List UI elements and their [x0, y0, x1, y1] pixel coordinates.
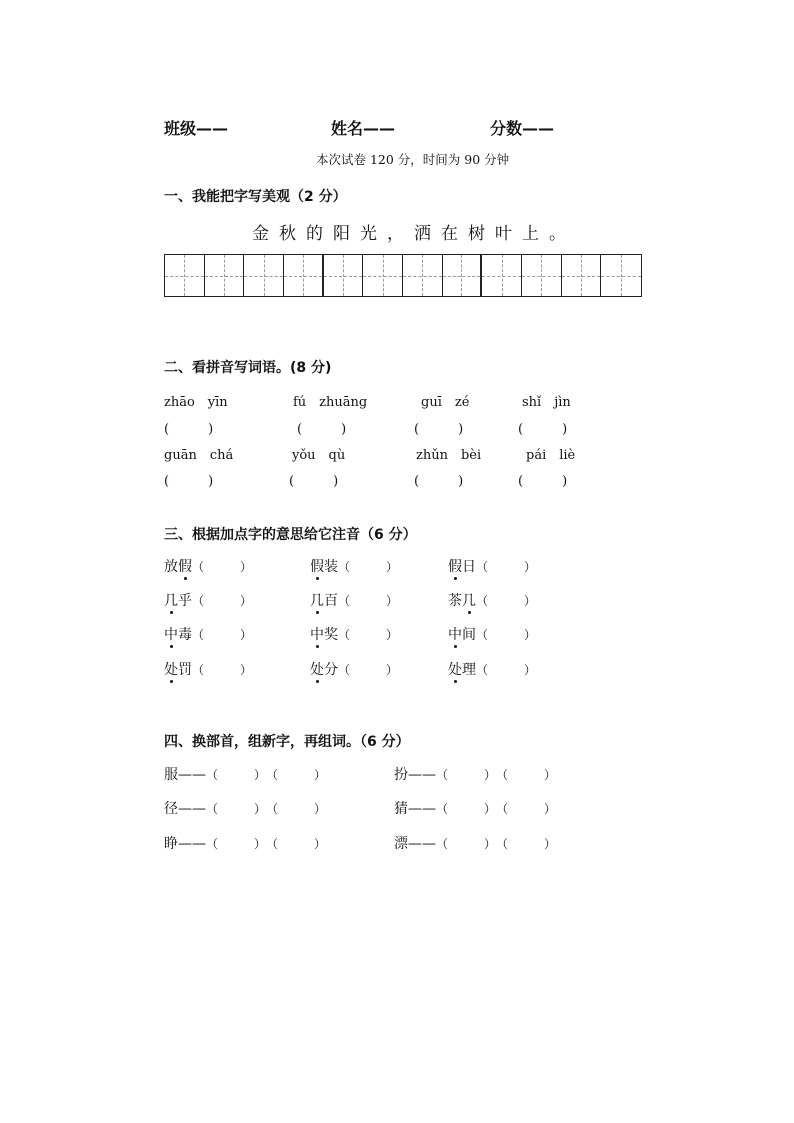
- answer-paren[interactable]: （ ）: [502, 768, 557, 782]
- writing-grid[interactable]: [164, 254, 642, 297]
- dotted-character: 处: [448, 659, 462, 679]
- radical-item: [164, 833, 326, 853]
- polyphone-item: [448, 624, 536, 644]
- polyphone-item: [310, 590, 398, 610]
- answer-paren[interactable]: （ ）: [192, 560, 253, 574]
- dotted-character: 中: [448, 624, 462, 644]
- section1-title: 一、我能把字写美观（2 分）: [164, 189, 347, 205]
- polyphone-item: [164, 659, 252, 679]
- dotted-character: 处: [310, 659, 324, 679]
- answer-paren[interactable]: ( ): [297, 422, 347, 437]
- writing-box[interactable]: [522, 255, 562, 296]
- answer-paren[interactable]: （ ）: [338, 594, 399, 608]
- exam-note: 本次试卷 120 分，时间为 90 分钟: [316, 152, 510, 167]
- polyphone-item: [310, 659, 398, 679]
- polyphone-item: [310, 556, 398, 576]
- word-suffix: 罚: [178, 662, 192, 678]
- answer-paren[interactable]: ( ): [414, 422, 464, 437]
- section2-title: 二、看拼音写词语。(8 分): [164, 360, 332, 376]
- answer-paren[interactable]: （ ）: [476, 663, 537, 677]
- answer-paren[interactable]: （ ）: [502, 837, 557, 851]
- answer-paren[interactable]: ( ): [518, 474, 568, 489]
- polyphone-item: [448, 659, 536, 679]
- base-character: 猜——: [394, 801, 436, 817]
- answer-paren[interactable]: （ ）: [206, 837, 267, 851]
- pinyin-item: pái liè: [526, 448, 576, 463]
- section3-title: 三、根据加点字的意思给它注音（6 分）: [164, 527, 417, 543]
- writing-box[interactable]: [363, 255, 403, 296]
- dotted-character: 假: [178, 556, 192, 576]
- pinyin-item: zhǔn bèi: [416, 448, 482, 463]
- name-label: 姓名——: [331, 119, 396, 138]
- word-suffix: 奖: [324, 627, 338, 643]
- writing-box[interactable]: [324, 255, 364, 296]
- base-character: 径——: [164, 801, 206, 817]
- radical-item: [394, 798, 556, 818]
- word-suffix: 百: [324, 593, 338, 609]
- pinyin-item: fú zhuāng: [293, 395, 368, 410]
- writing-box[interactable]: [443, 255, 483, 296]
- answer-paren[interactable]: （ ）: [436, 802, 497, 816]
- answer-paren[interactable]: ( ): [289, 474, 339, 489]
- writing-box[interactable]: [244, 255, 284, 296]
- dotted-character: 几: [462, 590, 476, 610]
- base-character: 服——: [164, 767, 206, 783]
- polyphone-item: [448, 590, 536, 610]
- radical-item: [164, 764, 326, 784]
- word-suffix: 毒: [178, 627, 192, 643]
- word-prefix: 茶: [448, 593, 462, 609]
- writing-box[interactable]: [165, 255, 205, 296]
- writing-box[interactable]: [205, 255, 245, 296]
- pinyin-item: shǐ jìn: [522, 395, 571, 410]
- dotted-character: 假: [310, 556, 324, 576]
- word-prefix: 放: [164, 559, 178, 575]
- base-character: 睁——: [164, 836, 206, 852]
- answer-paren[interactable]: ( ): [164, 474, 214, 489]
- answer-paren[interactable]: （ ）: [476, 594, 537, 608]
- word-suffix: 理: [462, 662, 476, 678]
- dotted-character: 几: [310, 590, 324, 610]
- pinyin-item: guī zé: [421, 395, 470, 410]
- writing-box[interactable]: [403, 255, 443, 296]
- score-label: 分数——: [490, 119, 555, 138]
- answer-paren[interactable]: ( ): [164, 422, 214, 437]
- radical-item: [394, 764, 556, 784]
- answer-paren[interactable]: （ ）: [338, 663, 399, 677]
- dotted-character: 处: [164, 659, 178, 679]
- dotted-character: 中: [164, 624, 178, 644]
- answer-paren[interactable]: （ ）: [192, 628, 253, 642]
- answer-paren[interactable]: （ ）: [338, 560, 399, 574]
- word-suffix: 装: [324, 559, 338, 575]
- answer-paren[interactable]: （ ）: [272, 768, 327, 782]
- pinyin-item: guān chá: [164, 448, 234, 463]
- answer-paren[interactable]: （ ）: [436, 768, 497, 782]
- answer-paren[interactable]: （ ）: [272, 837, 327, 851]
- word-suffix: 间: [462, 627, 476, 643]
- polyphone-item: [448, 556, 536, 576]
- answer-paren[interactable]: ( ): [518, 422, 568, 437]
- pinyin-item: yǒu qù: [292, 448, 346, 463]
- answer-paren[interactable]: （ ）: [272, 802, 327, 816]
- polyphone-item: [164, 556, 252, 576]
- pinyin-item: zhāo yīn: [164, 395, 228, 410]
- answer-paren[interactable]: （ ）: [192, 594, 253, 608]
- word-suffix: 分: [324, 662, 338, 678]
- answer-paren[interactable]: （ ）: [206, 768, 267, 782]
- base-character: 扮——: [394, 767, 436, 783]
- polyphone-item: [164, 590, 252, 610]
- dotted-character: 几: [164, 590, 178, 610]
- writing-box[interactable]: [562, 255, 602, 296]
- section4-title: 四、换部首，组新字，再组词。（6 分）: [164, 734, 410, 750]
- dotted-character: 中: [310, 624, 324, 644]
- polyphone-item: [164, 624, 252, 644]
- polyphone-item: [310, 624, 398, 644]
- radical-item: [164, 798, 326, 818]
- answer-paren[interactable]: （ ）: [206, 802, 267, 816]
- copy-sentence: 金秋的阳光，洒在树叶上。: [252, 224, 576, 244]
- writing-box[interactable]: [284, 255, 324, 296]
- base-character: 漂——: [394, 836, 436, 852]
- dotted-character: 假: [448, 556, 462, 576]
- answer-paren[interactable]: （ ）: [476, 628, 537, 642]
- radical-item: [394, 833, 556, 853]
- word-suffix: 日: [462, 559, 476, 575]
- writing-box[interactable]: [482, 255, 522, 296]
- answer-paren[interactable]: （ ）: [502, 802, 557, 816]
- writing-box[interactable]: [601, 255, 641, 296]
- word-suffix: 乎: [178, 593, 192, 609]
- answer-paren[interactable]: （ ）: [338, 628, 399, 642]
- class-label: 班级——: [164, 119, 229, 138]
- answer-paren[interactable]: （ ）: [192, 663, 253, 677]
- answer-paren[interactable]: （ ）: [476, 560, 537, 574]
- answer-paren[interactable]: （ ）: [436, 837, 497, 851]
- answer-paren[interactable]: ( ): [414, 474, 464, 489]
